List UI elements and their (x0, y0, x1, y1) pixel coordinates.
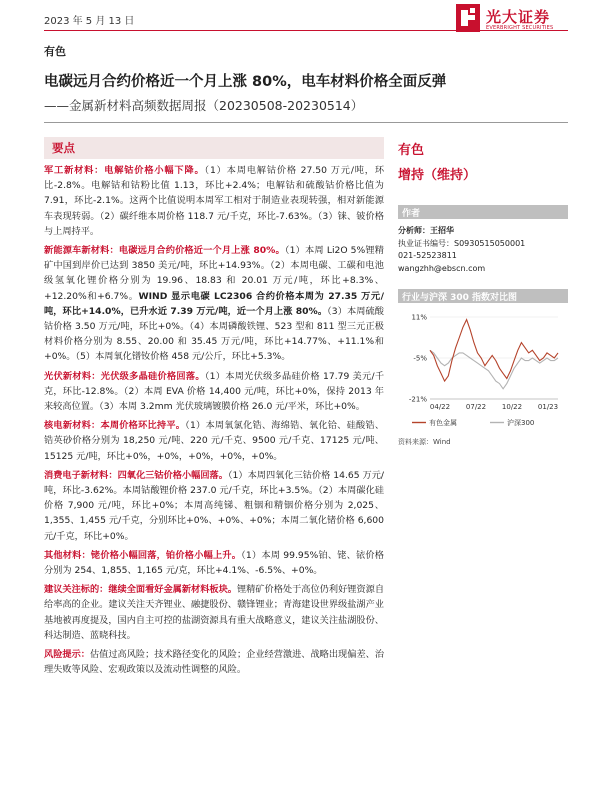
paragraph-label: 风险提示： (44, 649, 90, 661)
report-title: 电碳远月合约价格近一个月上涨 80%，电车材料价格全面反弹 (44, 74, 447, 90)
paragraph-text: 锂精矿价格处于高位仍利好锂资源自给率高的企业。建议关注天齐锂业、融捷股份、赣锋锂业；青海建设世界级盐湖产业基地被再度提及，国内自主可控的盐湖资源具有重大战略意义，建议关注盐湖股份、科达制造、蓝晓科技。 (44, 584, 385, 641)
paragraph-label: 新能源车新材料：电碳远月合约价格近一个月上涨 80%。 (44, 245, 285, 257)
paragraph-label: 消费电子新材料：四氧化三钴价格小幅回落。 (44, 469, 228, 481)
summary-heading-bar (44, 137, 384, 159)
summary-heading: 要点 (52, 141, 75, 155)
paragraph-text: （1）本周 99.95%铂、铑、铱价格分别为 254、1,855、1,165 元/克，环比+4.1%、-6.5%、+0%。 (44, 549, 384, 577)
paragraph-other (44, 548, 384, 578)
legend-label: 沪深300 (507, 419, 535, 427)
x-tick-label: 10/22 (501, 403, 523, 411)
paragraph-text: 估值过高风险；技术路径变化的风险；企业经营激进、战略出现偏差、治理失败等风险、宏观政策以及流动性调整的风险。 (44, 649, 385, 676)
y-tick-label: 11% (411, 313, 427, 322)
logo-icon (456, 4, 480, 32)
paragraph-text: （1）本周四氧化三钴价格 14.65 万元/吨，环比-3.62%。本周钴酸锂价格 237.0 元/千克，环比+3.5%。（2）本周碳化硅价格 7,900 元/吨，环比+0%；本周高纯锑、粗铟和精铟价格分别为 2,025、1,355、1,455 元/千克，分别环比+0%、+0%、+0%；本周二氧化锗价格 6,600 元/千克，环比+0%。 (44, 469, 385, 542)
sidebar-sector: 有色 (398, 143, 425, 158)
paragraph-nuclear (44, 418, 384, 464)
paragraph-text: （1）本周光伏级多晶硅价格 17.79 美元/千克，环比-12.8%。（2）本周 EVA 价格 14,400 元/吨，环比+0%，保持 2013 年来较高位置。（3）本周 3.2mm 光伏玻璃镀膜价格 26.0 元/平米，环比+0%。 (44, 370, 385, 413)
title-divider (44, 122, 568, 123)
paragraph-consumer (44, 468, 384, 544)
chart-source: 资料来源：Wind (398, 438, 451, 446)
paragraph-text: （1）本周氧氯化锆、海绵锆、氧化铪、硅酸锆、锆英砂价格分别为 18,250 元/吨、220 元/千克、9500 元/千克、17125 元/吨、15125 元/吨，环比+0%，+0%，+0%，+0%，+0%。 (44, 420, 385, 462)
license-number: 执业证书编号：S0930515050001 (398, 238, 526, 248)
chart-svg (398, 309, 568, 434)
x-tick-label: 04/22 (429, 403, 451, 411)
y-tick-label: -21% (408, 395, 427, 404)
email-address: wangzhh@ebscn.com (398, 263, 486, 273)
paragraph-pv (44, 369, 384, 415)
paragraph-recommend (44, 582, 384, 643)
series-line (430, 350, 558, 389)
sidebar (398, 137, 568, 447)
y-tick-label: -5% (413, 354, 427, 363)
logo-cn: 光大证券 (486, 8, 551, 26)
paragraph-text-tail: （3）本周硫酸钴价格 3.50 万元/吨，环比+0%。（4）本周磷酸铁锂、523 型和 811 型三元正极材料价格分别为 8.55、20.00 和 35.45 万元/吨，环比+14.77%、+11.1%和+0%。（5）本周氧化镨钕价格 458 元/公斤，环比+5.3%。 (44, 305, 384, 363)
report-date: 2023 年 5 月 13 日 (44, 16, 135, 27)
header-divider (44, 30, 568, 31)
phone-number: 021-52523811 (398, 251, 457, 260)
paragraph-label: 光伏新材料：光伏级多晶硅价格回落。 (44, 370, 205, 382)
paragraph-ev (44, 243, 384, 365)
paragraph-military (44, 163, 384, 239)
chart-heading-bar (398, 289, 568, 303)
x-tick-label: 07/22 (465, 403, 487, 411)
series-line (430, 320, 558, 382)
paragraph-highlight: WIND 显示电碳 LC2306 合约价格本周为 27.35 万元/吨，环比+14.0%，已升水近 7.39 万元/吨，近一个月上涨 80%。 (44, 290, 384, 317)
x-tick-label: 01/23 (537, 403, 559, 411)
paragraph-risk (44, 647, 384, 677)
author-heading: 作者 (402, 209, 421, 219)
paragraph-label: 军工新材料：电解钴价格小幅下降。 (44, 165, 205, 176)
summary-section (44, 137, 384, 682)
legend-label: 有色金属 (429, 419, 457, 427)
paragraph-text: （1）本周电解钴价格 27.50 万元/吨，环比-2.8%。电解钴和钴粉比值 1.13，环比+2.4%；电解钴和硫酸钴价格比值为 7.91，环比-2.1%。这两个比值说明本周军工相对于制造业表现转强，相对新能源车表现转弱。（2）碳纤维本周价格 118.7 元/千克，环比-7.63%。（3）铼、铍价格与上周持平。 (44, 165, 385, 237)
author-heading-bar (398, 205, 568, 219)
paragraph-label: 其他材料：铑价格小幅回落，铂价格小幅上升。 (44, 549, 242, 561)
analyst-name: 分析师：王招华 (398, 226, 454, 235)
sector-label: 有色 (44, 45, 66, 58)
paragraph-label: 核电新材料：本周价格环比持平。 (44, 420, 186, 432)
paragraph-text: （1）本周 Li2O 5%锂精矿中国到岸价已达到 3850 美元/吨，环比+14.93%。（2）本周电碳、工碳和电池级氢氧化锂价格分别为 19.96、18.83 和 20.01 万元/吨，环比+8.3%、+12.20%和+6.7%。 (44, 245, 384, 302)
paragraph-label: 建议关注标的：继续全面看好金属新材料板块。 (44, 584, 237, 596)
chart-heading: 行业与沪深 300 指数对比图 (402, 293, 518, 303)
logo-en: EVERBRIGHT SECURITIES (486, 25, 554, 31)
index-comparison-chart (398, 309, 568, 447)
rating-label: 增持（维持） (398, 168, 477, 183)
report-subtitle: ——金属新材料高频数据周报（20230508-20230514） (44, 98, 364, 113)
